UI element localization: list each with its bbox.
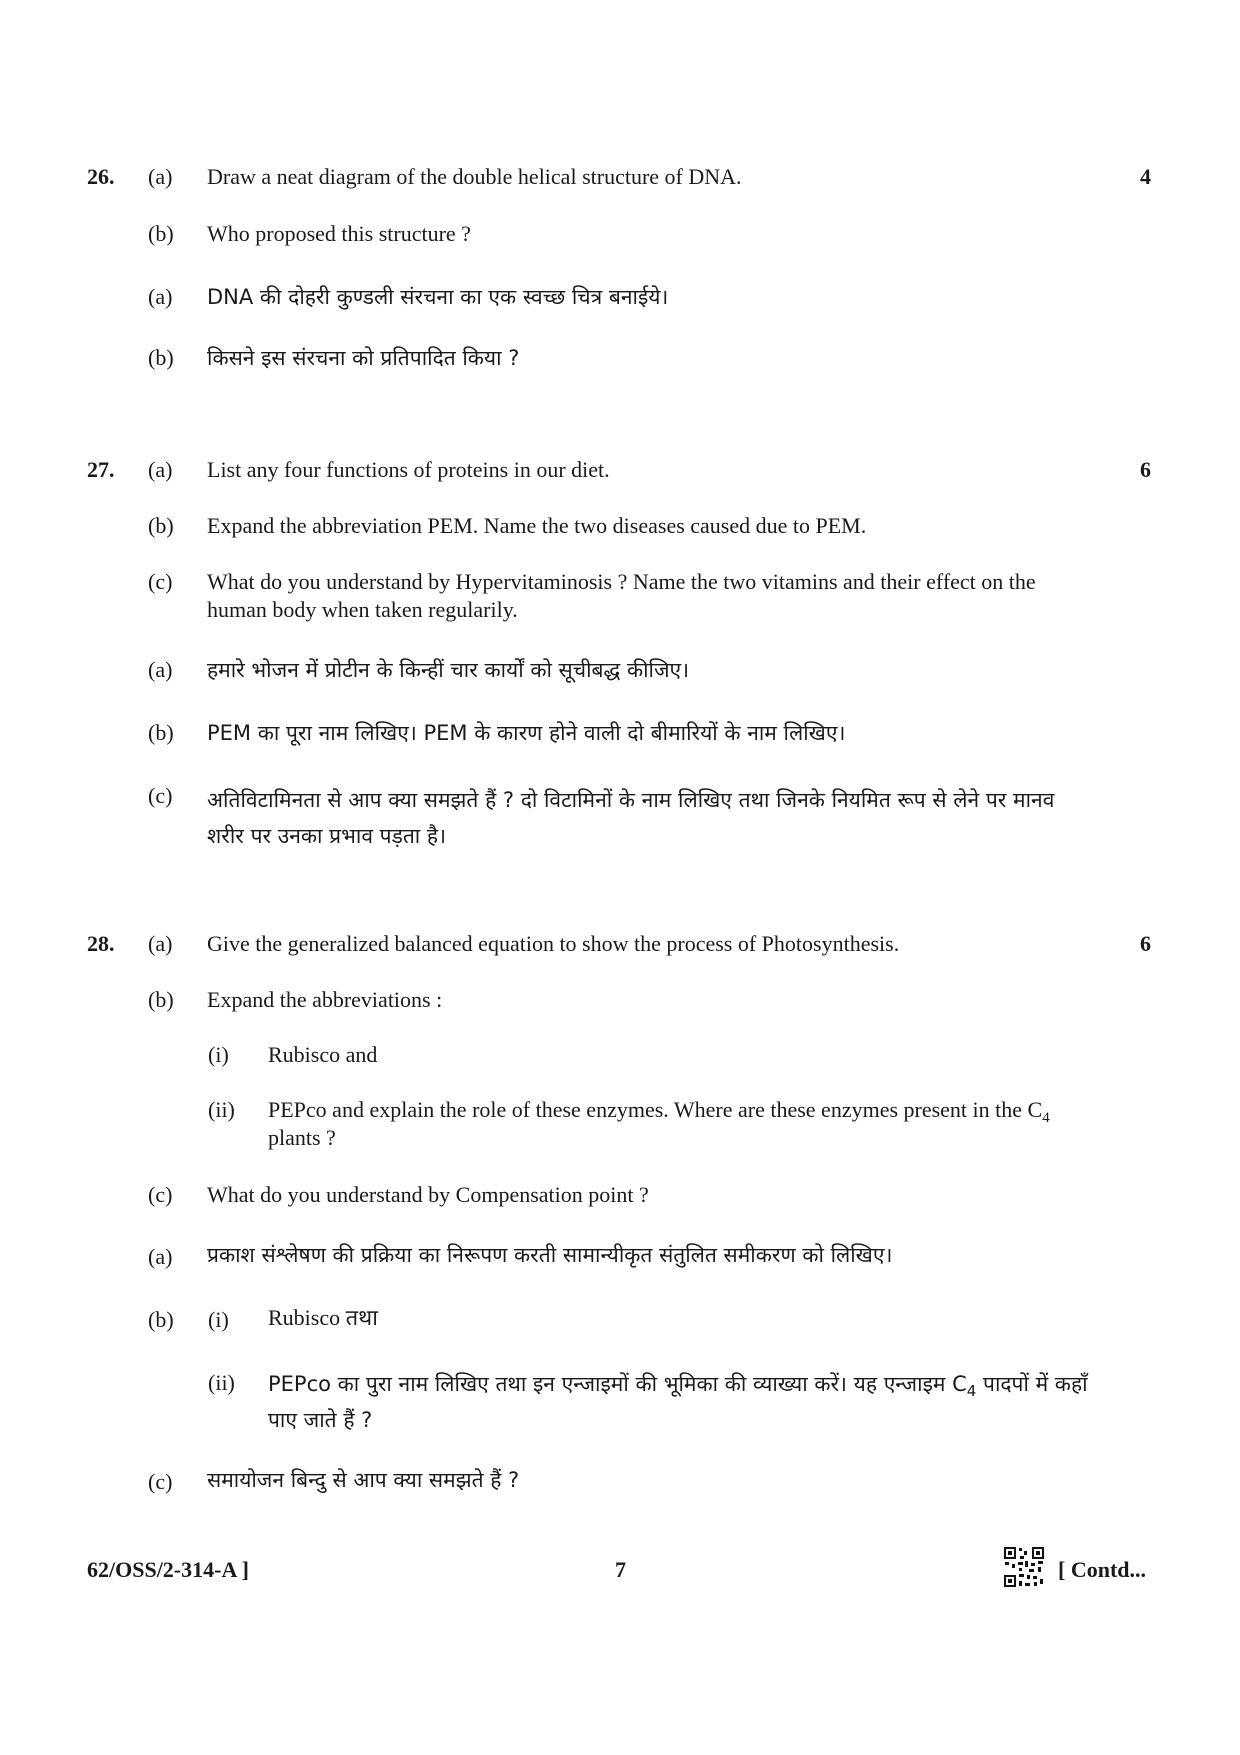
q28-hi-b-i-label: (i) xyxy=(208,1307,229,1332)
q26-en-a-label: (a) xyxy=(148,164,173,189)
q28-hi-b-ii-label: (ii) xyxy=(208,1370,235,1395)
q27-hi-c-text: अतिविटामिनता से आप क्या समझते हैं ? दो विटामिनों के नाम लिखिए तथा जिनके नियमित रूप से लेने पर मानव शरीर पर उनका प्रभाव पड़ता है। xyxy=(207,788,1055,848)
q28-en-c-label: (c) xyxy=(148,1182,173,1207)
q28-hi-c-label: (c) xyxy=(148,1469,173,1494)
q27-marks: 6 xyxy=(1140,457,1151,482)
q27-en-c-text: What do you understand by Hypervitaminosis ? Name the two vitamins and their effect on the human body when taken regularily. xyxy=(207,569,1036,622)
q27-en-a-label: (a) xyxy=(148,457,173,482)
q27-hi-a-label: (a) xyxy=(148,657,173,682)
q27-en-a-text: List any four functions of proteins in our diet. xyxy=(207,457,610,482)
page-number: 7 xyxy=(615,1557,626,1582)
q28-hi-b-i-text: Rubisco तथा xyxy=(268,1305,378,1330)
q28-hi-b-label: (b) xyxy=(148,1307,174,1332)
q27-hi-a-text: हमारे भोजन में प्रोटीन के किन्हीं चार कार्यों को सूचीबद्ध कीजिए। xyxy=(207,658,690,682)
q28-hi-a-text: प्रकाश संश्लेषण की प्रक्रिया का निरूपण करती सामान्यीकृत संतुलित समीकरण को लिखिए। xyxy=(207,1243,893,1267)
q28-en-a-label: (a) xyxy=(148,931,173,956)
q27-hi-c-label: (c) xyxy=(148,783,173,808)
q28-hi-a-label: (a) xyxy=(148,1244,173,1269)
q28-en-b-i-label: (i) xyxy=(208,1042,229,1067)
q27-en-b-label: (b) xyxy=(148,513,174,538)
q27-hi-b-label: (b) xyxy=(148,720,174,745)
subscript-4: 4 xyxy=(1042,1110,1050,1126)
q28-en-b-ii-label: (ii) xyxy=(208,1097,235,1122)
q26-hi-b-text: किसने इस संरचना को प्रतिपादित किया ? xyxy=(207,346,520,370)
q28-en-b-label: (b) xyxy=(148,987,174,1012)
q26-hi-a-text: DNA की दोहरी कुण्डली संरचना का एक स्वच्छ चित्र बनाईये। xyxy=(207,285,669,309)
question-27-number: 27. xyxy=(87,457,115,482)
qr-code-icon xyxy=(1003,1546,1045,1588)
q28-en-b-ii-text: PEPco and explain the role of these enzymes. Where are these enzymes present in the $C_4$ plants ? xyxy=(268,1097,1050,1150)
q26-en-a-text: Draw a neat diagram of the double helical structure of DNA. xyxy=(207,164,742,189)
q28-en-c-text: What do you understand by Compensation point ? xyxy=(207,1182,649,1207)
q27-hi-b-text: PEM का पूरा नाम लिखिए। PEM के कारण होने वाली दो बीमारियों के नाम लिखिए। xyxy=(207,721,846,745)
subscript-4: 4 xyxy=(966,1382,977,1400)
question-28-number: 28. xyxy=(87,931,115,956)
q26-marks: 4 xyxy=(1140,164,1151,189)
question-26-number: 26. xyxy=(87,164,115,189)
q28-en-b-i-text: Rubisco and xyxy=(268,1042,378,1067)
q26-en-b-text: Who proposed this structure ? xyxy=(207,221,471,246)
q28-hi-c-text: समायोजन बिन्दु से आप क्या समझते हैं ? xyxy=(207,1468,520,1492)
q27-en-c-label: (c) xyxy=(148,569,173,594)
q28-en-a-text: Give the generalized balanced equation to show the process of Photosynthesis. xyxy=(207,931,900,956)
paper-code: 62/OSS/2-314-A ] xyxy=(87,1557,249,1582)
q26-hi-a-label: (a) xyxy=(148,284,173,309)
q27-en-b-text: Expand the abbreviation PEM. Name the two diseases caused due to PEM. xyxy=(207,513,867,538)
q28-hi-b-ii-text: PEPco का पुरा नाम लिखिए तथा इन एन्जाइमों की भूमिका की व्याख्या करें। यह एन्जाइम $C_4$ पादपों में कहाँ पाए जाते हैं ? xyxy=(268,1372,1088,1432)
q26-hi-b-label: (b) xyxy=(148,345,174,370)
q28-marks: 6 xyxy=(1140,931,1151,956)
continued-label: [ Contd... xyxy=(1058,1557,1147,1582)
q28-en-b-text: Expand the abbreviations : xyxy=(207,987,443,1012)
q26-en-b-label: (b) xyxy=(148,221,174,246)
